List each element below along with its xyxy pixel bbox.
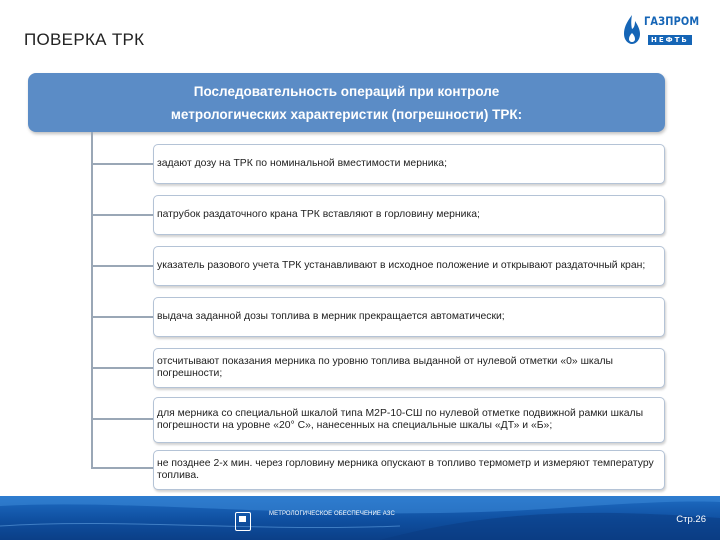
step-box-5 — [153, 348, 665, 388]
step-box-4 — [153, 297, 665, 337]
page-title: ПОВЕРКА ТРК — [24, 30, 145, 49]
footer-label: МЕТРОЛОГИЧЕСКОЕ ОБЕСПЕЧЕНИЕ АЗС — [269, 511, 395, 517]
gazprom-logo — [622, 14, 700, 50]
footer-swoosh — [0, 496, 720, 540]
step-text-4: выдача заданной дозы топлива в мерник прекращается автоматически; — [157, 311, 505, 322]
step-box-3 — [153, 246, 665, 286]
step-box-7 — [153, 450, 665, 490]
connector-branch — [91, 467, 154, 469]
header-box — [28, 73, 665, 132]
step-box-6 — [153, 397, 665, 443]
step-text-5: отсчитывают показания мерника по уровню топлива выданной от нулевой отметки «0» шкалы погрешности; — [157, 356, 613, 379]
step-box-1 — [153, 144, 665, 184]
step-text-3: указатель разового учета ТРК устанавливают в исходное положение и открывают раздаточный кран; — [157, 260, 646, 271]
step-text-2: патрубок раздаточного крана ТРК вставляют в горловину мерника; — [157, 209, 480, 220]
fuel-pump-icon — [235, 512, 251, 531]
header-line-2: метрологических характеристик (погрешности) ТРК: — [170, 106, 523, 122]
footer-bar — [0, 496, 720, 540]
flame-icon — [622, 14, 642, 46]
step-text-6: для мерника со специальной шкалой типа М2Р-10-СШ по нулевой отметке подвижной рамки шкалы погрешности на уровне «20° С», нанесенных на специальные шкалы «ДТ» и «Б»; — [157, 408, 644, 431]
header-line-1: Последовательность операций при контроле — [193, 83, 500, 99]
logo-subtitle: НЕФТЬ — [648, 35, 692, 45]
step-box-2 — [153, 195, 665, 235]
connector-branch — [91, 214, 154, 216]
connector-branch — [91, 316, 154, 318]
logo-name: ГАЗПРОМ — [644, 14, 700, 28]
page-number: Стр.26 — [676, 514, 706, 525]
step-text-7: не позднее 2-х мин. через горловину мерника опускают в топливо термометр и измеряют температуру топлива. — [157, 458, 654, 481]
connector-branch — [91, 265, 154, 267]
connector-branch — [91, 163, 154, 165]
connector-branch — [91, 418, 154, 420]
step-text-1: задают дозу на ТРК по номинальной вместимости мерника; — [157, 158, 447, 169]
connector-branch — [91, 367, 154, 369]
